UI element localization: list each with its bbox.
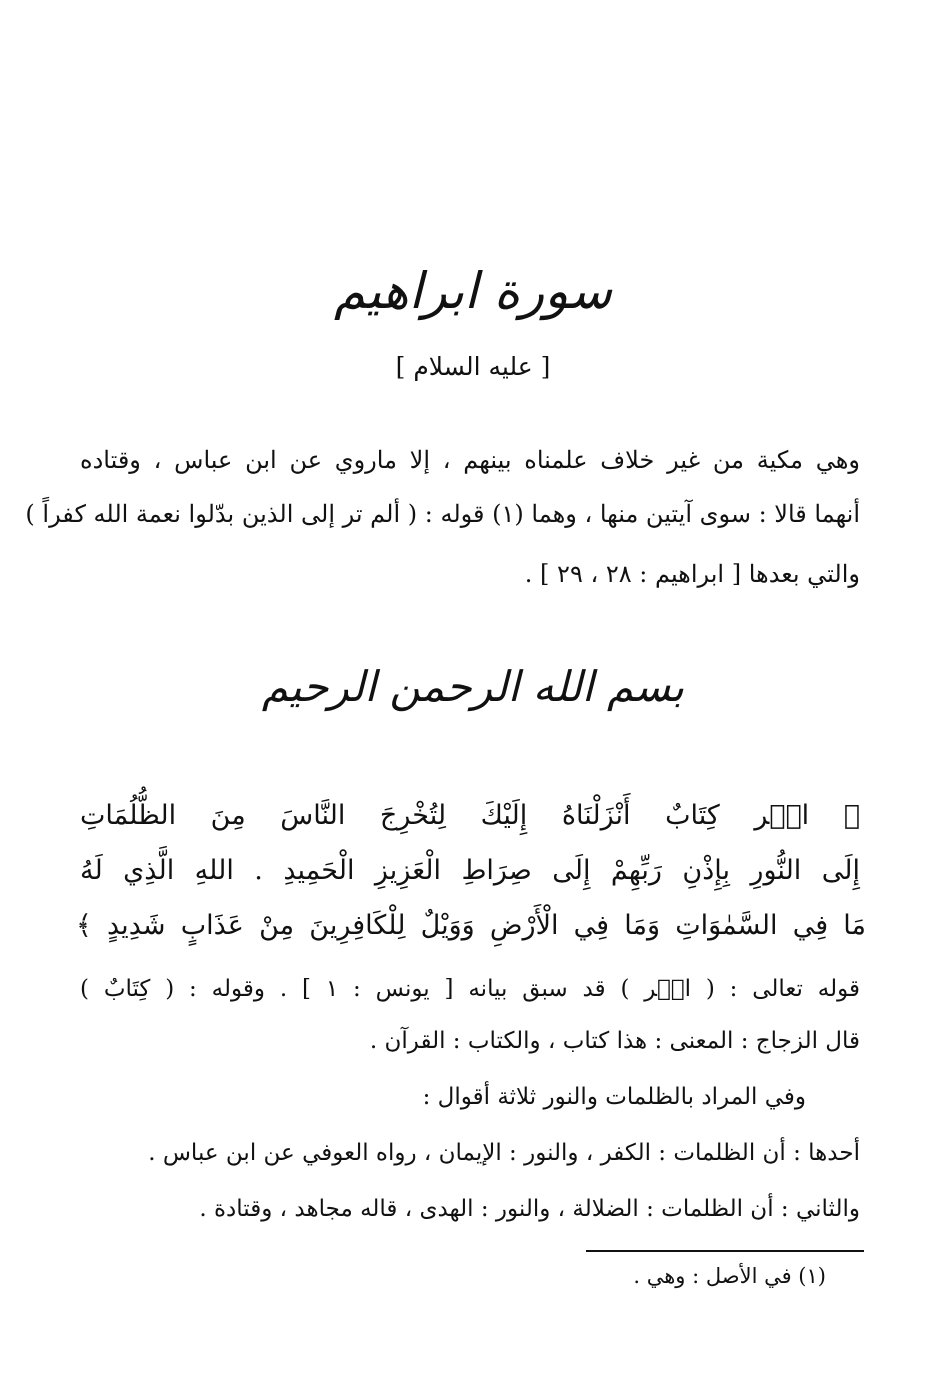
tafsir-line: قال الزجاج : المعنى : هذا كتاب ، والكتاب : القرآن . — [369, 1028, 860, 1054]
tafsir-line: أحدها : أن الظلمات : الكفر ، والنور : الإيمان ، رواه العوفي عن ابن عباس . — [148, 1140, 860, 1166]
verse-line: إِلَى النُّورِ بِإِذْنِ رَبِّهِمْ إِلَى صِرَاطِ الْعَزِيزِ الْحَمِيدِ . اللهِ الَّذِي لَهُ — [80, 855, 860, 886]
surah-subtitle: [ عليه السلام ] — [395, 352, 551, 381]
tafsir-line: وفي المراد بالظلمات والنور ثلاثة أقوال : — [422, 1084, 806, 1110]
intro-line: أنهما قالا : سوى آيتين منها ، وهما (١) قوله : ( ألم تر إلى الذين بدّلوا نعمة الله كفراً ) — [25, 500, 860, 528]
intro-line: والتي بعدها [ ابراهيم : ٢٨ ، ٢٩ ] . — [524, 560, 860, 588]
tafsir-line: قوله تعالى : ( الۤر ) قد سبق بيانه [ يونس : ١ ] . وقوله : ( كِتَابٌ ) — [80, 976, 860, 1002]
verse-line: مَا فِي السَّمٰوَاتِ وَمَا فِي الْأَرْضِ وَوَيْلٌ لِلْكَافِرِينَ مِنْ عَذَابٍ شَدِيدٍ ﴾ — [76, 910, 866, 941]
surah-title: سورة ابراهيم — [334, 262, 612, 320]
tafsir-line: والثاني : أن الظلمات : الضلالة ، والنور : الهدى ، قاله مجاهد ، وقتادة . — [199, 1196, 860, 1222]
footnote-divider — [586, 1250, 864, 1252]
verse-line: ﴿ الۤر كِتَابٌ أَنْزَلْنَاهُ إِلَيْكَ لِتُخْرِجَ النَّاسَ مِنَ الظُّلُمَاتِ — [80, 800, 860, 831]
footnote: (١) في الأصل : وهي . — [633, 1264, 826, 1288]
basmala: بسم الله الرحمن الرحيم — [261, 662, 685, 711]
intro-line: وهي مكية من غير خلاف علمناه بينهم ، إلا ماروي عن ابن عباس ، وقتاده — [80, 446, 860, 474]
